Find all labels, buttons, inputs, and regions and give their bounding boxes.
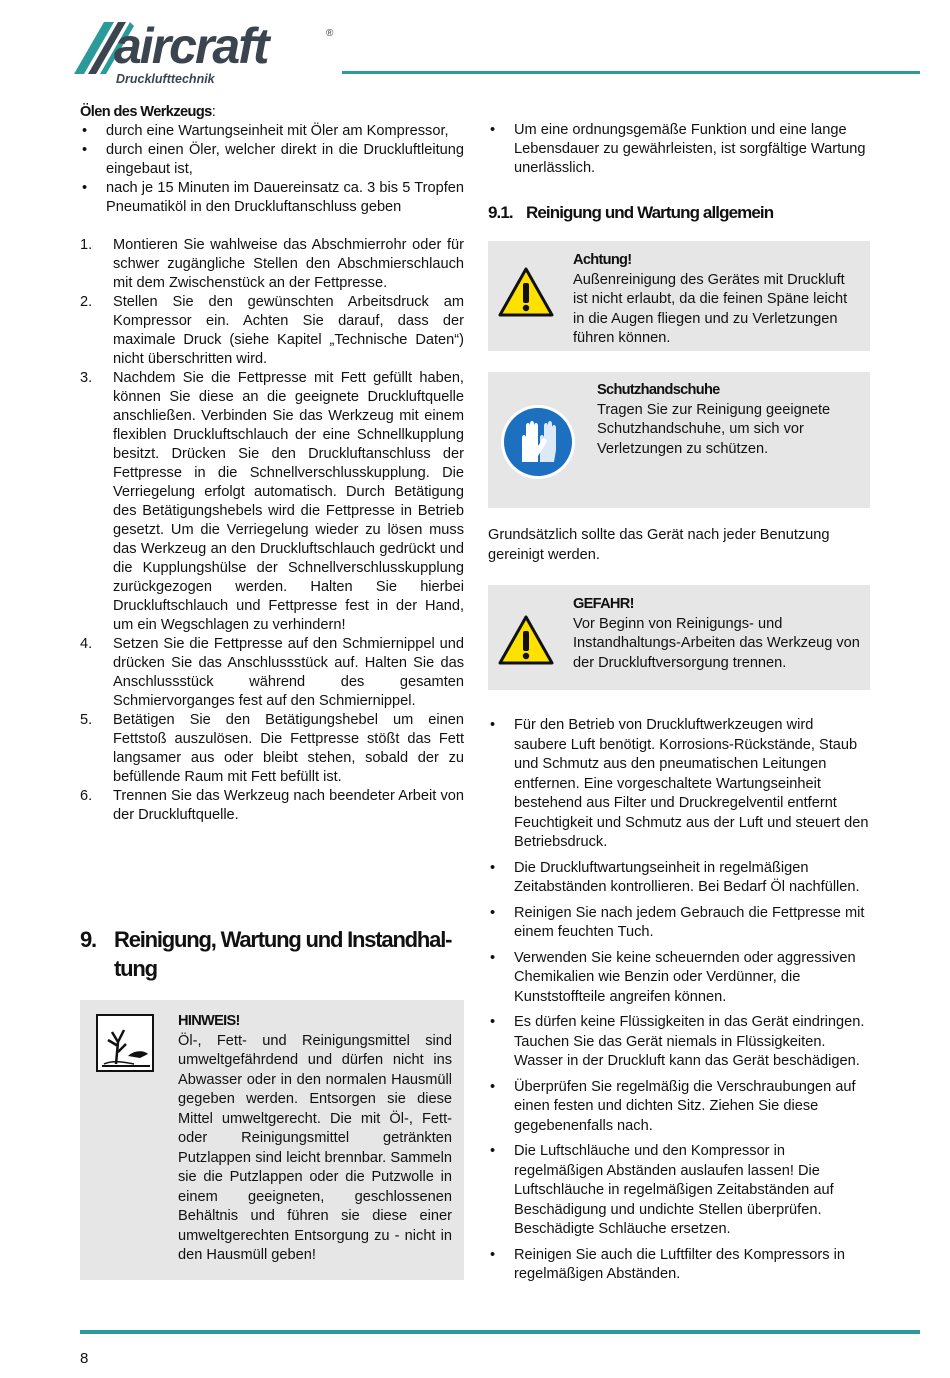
registered-mark: ® <box>326 28 334 39</box>
step-number: 1. <box>80 237 93 253</box>
left-column <box>80 103 464 825</box>
step-item <box>80 236 464 293</box>
list-item: • Für den Betrieb von Druckluftwerkzeugen wird saubere Luft benötigt. Korrosions-Rückstände, Staub und Schmutz aus den pneumatischen Leitungen entfernen. Eine vorgeschaltete Wartungseinheit bestehend aus Filter und Druckregelventil entfernt Feuchtigkeit und Schmutz aus der Luft und steuert den Betriebsdruck. <box>488 716 870 853</box>
step-item <box>80 711 464 787</box>
step-number: 6. <box>80 788 93 804</box>
oil-heading-colon: : <box>211 104 216 120</box>
list-item: • Es dürfen keine Flüssigkeiten in das Gerät eindringen. Tauchen Sie das Gerät niemals in Flüssigkeiten. Wasser in der Druckluft kann das Gerät beschädigen. <box>488 1013 870 1072</box>
safety-gloves-icon <box>500 404 576 480</box>
list-item: • Um eine ordnungsgemäße Funktion und eine lange Lebensdauer zu gewährleisten, ist sorgfältige Wartung unerlässlich. <box>488 121 870 178</box>
hinweis-notice-box <box>80 1000 464 1280</box>
step-text: Nachdem Sie die Fettpresse mit Fett gefüllt haben, können Sie diese an die geeignete Druckluftquelle anschließen. Verbinden Sie das Werkzeug mit einem flexiblen Druckluftschlauch der eine Schnellkupplung besitzt. Drücken Sie den Druckluftanschluss der Fettpresse in die Schnellverschlusskupplung. Die Verriegelung erfolgt automatisch. Durch Betätigung des Betätigungshebels wird die Fettpresse in Betrieb gesetzt. Um die Verriegelung wieder zu lösen muss das Werkzeug an den Druckluftschlauch gedrückt und die Kupplungshülse der Schnellverschlusskupplung zurückgezogen werden. Halten Sie hierbei Druckluftschlauch und Fettpresse fest in der Hand, um ein Wegschlagen zu verhindern! <box>113 370 464 633</box>
steps-list <box>80 236 464 825</box>
gloves-title: Schutzhandschuhe <box>597 382 720 398</box>
list-item: • durch einen Öler, welcher direkt in die Druckluftleitung eingebaut ist, <box>80 141 464 179</box>
subsection-heading <box>488 203 870 223</box>
achtung-text: Außenreinigung des Gerätes mit Druckluft ist nicht erlaubt, da die feinen Späne leicht in die Augen fliegen und zu Verletzungen führen können. <box>573 271 848 346</box>
list-item: • durch eine Wartungseinheit mit Öler am Kompressor, <box>80 122 464 141</box>
step-item <box>80 369 464 635</box>
gloves-text: Tragen Sie zur Reinigung geeignete Schutzhandschuhe, um sich vor Verletzungen zu schützen. <box>597 401 831 457</box>
gloves-content <box>597 381 860 459</box>
step-text: Betätigen Sie den Betätigungshebel um einen Fettstoß auszulösen. Die Fettpresse stößt das Fett langsamer aus oder bleibt stehen, sobald der zu befüllende Raum mit Fett befüllt ist. <box>113 712 464 785</box>
brand-tagline: Drucklufttechnik <box>116 72 215 86</box>
footer-rule <box>80 1330 920 1334</box>
achtung-title: Achtung! <box>573 252 632 268</box>
gefahr-content <box>573 595 860 673</box>
list-item: • Überprüfen Sie regelmäßig die Verschraubungen auf einen festen und dichten Sitz. Ziehen Sie diese gegebenenfalls nach. <box>488 1078 870 1137</box>
warning-triangle-icon <box>498 615 554 665</box>
page-number: 8 <box>80 1350 89 1367</box>
step-item <box>80 635 464 711</box>
section-number: 9. <box>80 927 96 952</box>
section-title-line1: Reinigung, Wartung und Instandhal- <box>114 927 452 952</box>
achtung-warning-box <box>488 241 870 351</box>
step-text: Trennen Sie das Werkzeug nach beendeter Arbeit von der Druckluftquelle. <box>113 788 464 823</box>
list-item: • nach je 15 Minuten im Dauereinsatz ca. 3 bis 5 Tropfen Pneumatiköl in den Druckluftanschluss geben <box>80 179 464 217</box>
list-item: • Reinigen Sie auch die Luftfilter des Kompressors in regelmäßigen Abständen. <box>488 1246 870 1285</box>
list-item: • Verwenden Sie keine scheuernden oder aggressiven Chemikalien wie Benzin oder Verdünner, die Kunststoffteile angreifen können. <box>488 949 870 1008</box>
right-column <box>488 121 870 184</box>
step-item <box>80 293 464 369</box>
list-item: • Reinigen Sie nach jedem Gebrauch die Fettpresse mit einem feuchten Tuch. <box>488 904 870 943</box>
step-number: 4. <box>80 636 93 652</box>
brand-logo <box>74 20 344 92</box>
hinweis-title: HINWEIS! <box>178 1013 240 1029</box>
step-item <box>80 787 464 825</box>
oil-heading-line <box>80 103 464 122</box>
hinweis-text: Öl-, Fett- und Reinigungsmittel sind umweltgefährdend und dürfen nicht ins Abwasser oder in den normalen Hausmüll gegeben werden. Entsorgen sie diese Mittel umweltgerecht. Die mit Öl-, Fett- oder Reinigungsmittel getränkten Putzlappen sind leicht brennbar. Sammeln sie die Putzlappen oder die Putzwolle in einem geeigneten, geschlossenen Behältnis und führen sie diese einer umweltgerechten Entsorgung zu - nicht in den Hausmüll geben! <box>178 1032 452 1263</box>
subsection-number: 9.1. <box>488 203 513 222</box>
oil-bullet-list <box>80 122 464 217</box>
gefahr-title: GEFAHR! <box>573 596 634 612</box>
oil-heading: Ölen des Werkzeugs <box>80 104 212 120</box>
step-number: 2. <box>80 294 93 310</box>
gefahr-danger-box <box>488 585 870 690</box>
gloves-mandatory-box <box>488 372 870 508</box>
gefahr-text: Vor Beginn von Reinigungs- und Instandhaltungs-Arbeiten das Werkzeug von der Druckluftversorgung trennen. <box>573 615 860 671</box>
step-number: 5. <box>80 712 93 728</box>
list-item: • Die Druckluftwartungseinheit in regelmäßigen Zeitabständen kontrollieren. Bei Bedarf Öl nachfüllen. <box>488 859 870 898</box>
step-text: Stellen Sie den gewünschten Arbeitsdruck am Kompressor ein. Achten Sie darauf, dass der maximale Druck (siehe Kapitel „Technische Daten“) nicht überschritten wird. <box>113 294 464 367</box>
step-number: 3. <box>80 370 93 386</box>
general-cleaning-text: Grundsätzlich sollte das Gerät nach jeder Benutzung gereinigt werden. <box>488 527 830 563</box>
section-heading <box>80 925 464 983</box>
brand-name: aircraft <box>114 18 268 74</box>
intro-bullet-list <box>488 121 870 178</box>
environmental-hazard-icon <box>94 1012 156 1074</box>
hinweis-content <box>178 1012 452 1266</box>
warning-triangle-icon <box>498 267 554 317</box>
list-item: • Die Luftschläuche und den Kompressor in regelmäßigen Abständen auslaufen lassen! Die Luftschläuche in regelmäßigen Zeitabständen auf Beschädigung und undichte Stellen überprüfen. Beschädigte Schläuche ersetzen. <box>488 1142 870 1240</box>
section-title-line2: tung <box>114 956 157 981</box>
step-text: Setzen Sie die Fettpresse auf den Schmiernippel und drücken Sie das Anschlussstück auf. Halten Sie das Anschlussstück während des gesamten Schmiervorganges fest auf den Schmiernippel. <box>113 636 464 709</box>
maintenance-bullets <box>488 716 870 1291</box>
achtung-content <box>573 251 860 349</box>
subsection-title: Reinigung und Wartung allgemein <box>526 203 774 222</box>
step-text: Montieren Sie wahlweise das Abschmierrohr oder für schwer zugängliche Stellen den Abschmierschlauch mit dem Zwischenstück an der Fettpresse. <box>113 237 464 291</box>
header-rule <box>342 71 920 74</box>
maintenance-bullet-list <box>488 716 870 1285</box>
